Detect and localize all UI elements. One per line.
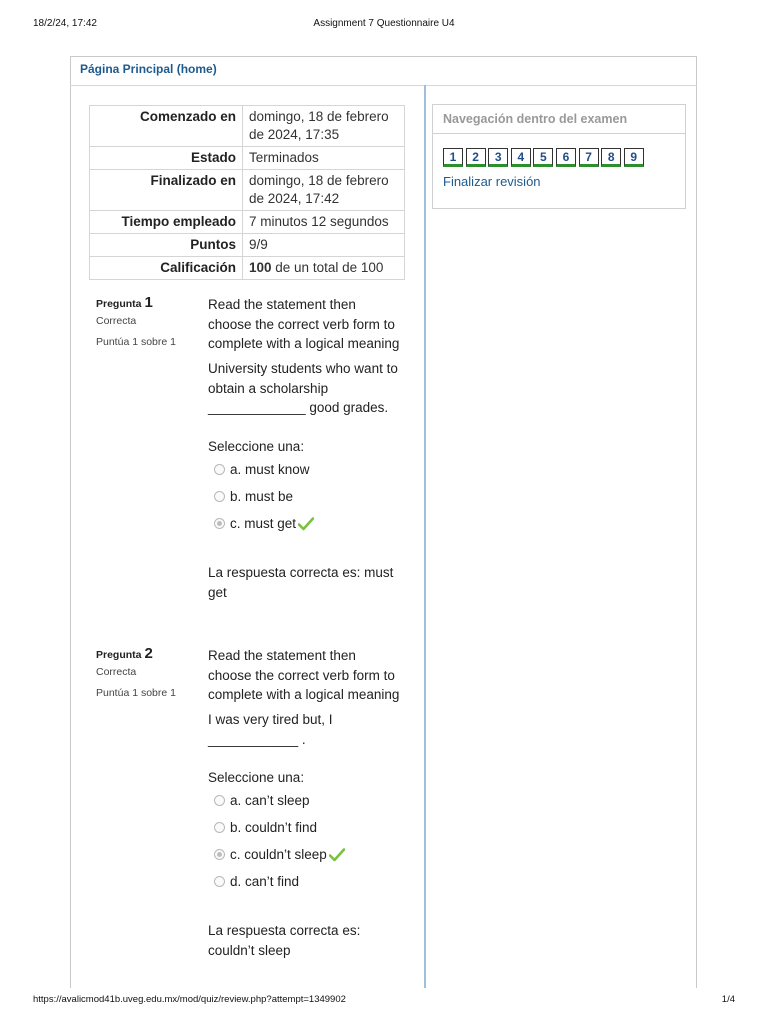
print-footer [33,994,735,1008]
option-label: c. must get [230,516,297,531]
question-instruction: Read the statement then choose the correct verb form to complete with a logical meaning [208,297,400,351]
answer-prompt: Seleccione una: [208,439,305,454]
question-statement: I was very tired but, I ____________ . [208,712,333,747]
summary-key: Puntos [90,234,243,257]
summary-value: Terminados [243,147,405,170]
answer-option[interactable] [214,488,293,506]
radio-button[interactable] [214,491,225,502]
print-datetime: 18/2/24, 17:42 [33,18,97,29]
question-number-value: 1 [144,294,153,311]
print-url: https://avalicmod41b.uveg.edu.mx/mod/quiz/review.php?attempt=1349902 [33,994,346,1005]
print-doc-title: Assignment 7 Questionnaire U4 [313,18,455,29]
radio-button-selected[interactable] [214,518,225,529]
question-label: Pregunta [96,649,142,661]
answer-option[interactable] [214,873,299,891]
correct-answer-feedback: La respuesta correcta es: must get [208,565,394,600]
grade-value: 100 [249,260,272,275]
question-nav-button-7[interactable]: 7 [579,148,599,167]
question-nav-button-1[interactable]: 1 [443,148,463,167]
option-label: a. can’t sleep [230,793,310,808]
option-label: b. must be [230,489,294,504]
question-nav-button-4[interactable]: 4 [511,148,531,167]
radio-button[interactable] [214,795,225,806]
summary-row [90,106,405,147]
question-grade: Puntúa 1 sobre 1 [96,336,176,348]
radio-button[interactable] [214,822,225,833]
print-header [33,18,735,32]
question-nav-button-6[interactable]: 6 [556,148,576,167]
summary-value: domingo, 18 de febrero de 2024, 17:42 [243,170,405,211]
answer-option[interactable] [214,515,314,533]
option-label: c. couldn’t sleep [230,847,327,862]
summary-row [90,211,405,234]
summary-value: 7 minutos 12 segundos [243,211,405,234]
option-label: b. couldn’t find [230,820,318,835]
answer-option[interactable] [214,846,345,864]
summary-row [90,234,405,257]
question-number [96,645,196,662]
question-number-value: 2 [144,645,153,662]
question-state: Correcta [96,315,137,327]
question-info [96,645,196,699]
question-nav-button-5[interactable]: 5 [533,148,553,167]
grade-total: de un total de 100 [271,260,384,275]
radio-button[interactable] [214,876,225,887]
option-label: a. must know [230,462,310,477]
column-divider [424,85,426,988]
correct-answer-feedback: La respuesta correcta es: couldn’t sleep [208,923,361,958]
quiz-navigation-title: Navegación dentro del examen [433,105,685,134]
answer-prompt: Seleccione una: [208,770,305,785]
summary-row [90,147,405,170]
finish-review-link[interactable]: Finalizar revisión [443,174,541,189]
quiz-navigation-buttons [443,148,646,167]
summary-key: Calificación [90,257,243,280]
question-info [96,294,196,348]
summary-key: Estado [90,147,243,170]
correct-check-icon [298,517,314,531]
question-state: Correcta [96,666,137,678]
question-label: Pregunta [96,298,142,310]
question-statement: University students who want to obtain a scholarship _____________ good grades. [208,361,398,415]
radio-button[interactable] [214,464,225,475]
quiz-navigation-block [432,104,686,209]
question-instruction: Read the statement then choose the correct verb form to complete with a logical meaning [208,648,400,702]
print-page-number: 1/4 [721,994,735,1005]
summary-row [90,170,405,211]
summary-row [90,257,405,280]
question-nav-button-3[interactable]: 3 [488,148,508,167]
question-nav-button-9[interactable]: 9 [624,148,644,167]
summary-value [243,257,405,280]
summary-value: domingo, 18 de febrero de 2024, 17:35 [243,106,405,147]
summary-value: 9/9 [243,234,405,257]
summary-key: Comenzado en [90,106,243,147]
home-link[interactable]: Página Principal (home) [80,62,217,76]
answer-option[interactable] [214,461,310,479]
header-divider [70,85,697,86]
answer-option[interactable] [214,792,310,810]
summary-key: Tiempo empleado [90,211,243,234]
answer-option[interactable] [214,819,317,837]
question-grade: Puntúa 1 sobre 1 [96,687,176,699]
attempt-summary-table [89,105,405,280]
option-label: d. can’t find [230,874,300,889]
question-nav-button-2[interactable]: 2 [466,148,486,167]
summary-key: Finalizado en [90,170,243,211]
question-nav-button-8[interactable]: 8 [601,148,621,167]
correct-check-icon [329,848,345,862]
question-number [96,294,196,311]
radio-button-selected[interactable] [214,849,225,860]
